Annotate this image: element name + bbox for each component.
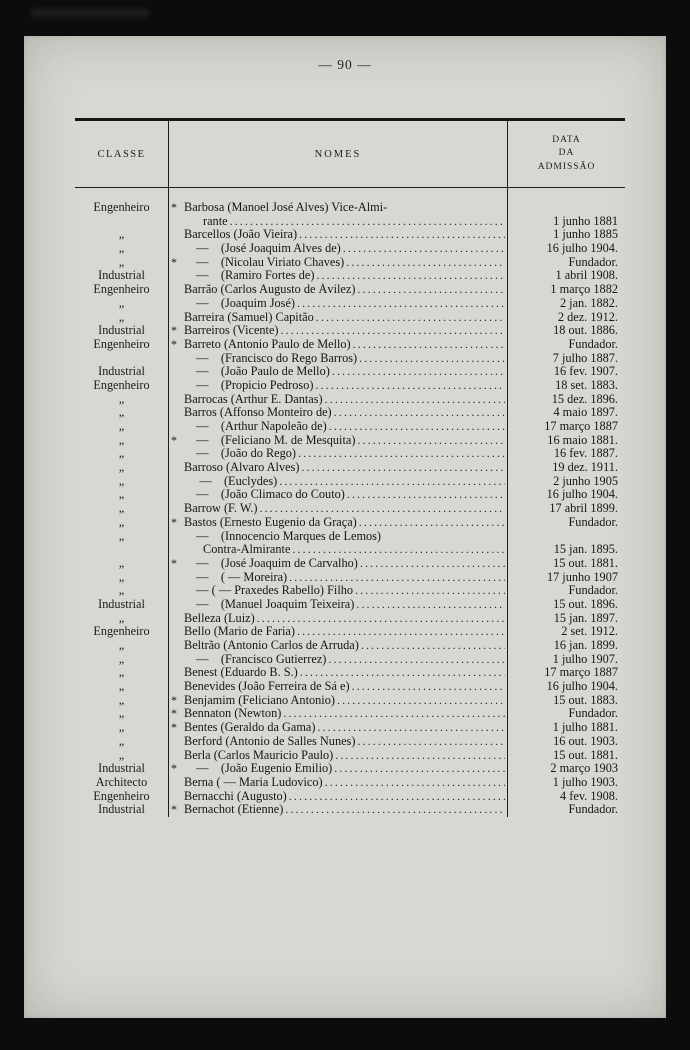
classe-cell: „ xyxy=(118,570,125,584)
name-text: — (Propicio Pedroso) xyxy=(184,378,314,392)
name-cell xyxy=(168,297,508,311)
name-cell xyxy=(168,242,508,256)
admission-date-cell: Fundador. xyxy=(568,583,618,598)
name-text: — (Manuel Joaquim Teixeira) xyxy=(184,597,355,611)
table-row xyxy=(75,639,625,653)
table-row xyxy=(75,406,625,420)
classe-header-label: CLASSE xyxy=(97,148,146,160)
founder-star-mark: * xyxy=(171,721,177,735)
dot-leader xyxy=(357,283,505,297)
table-row xyxy=(75,365,625,379)
classe-cell xyxy=(75,352,168,366)
table-row xyxy=(75,434,625,448)
table-row xyxy=(75,612,625,626)
admission-date-cell: 2 março 1903 xyxy=(550,761,618,776)
dot-leader xyxy=(300,666,505,680)
classe-cell: „ xyxy=(118,392,125,406)
dot-leader xyxy=(337,694,505,708)
name-text: Bentes (Geraldo da Gama) xyxy=(184,721,316,735)
table-row xyxy=(75,420,625,434)
classe-cell: „ xyxy=(118,488,125,502)
name-cell xyxy=(168,625,508,639)
dot-leader xyxy=(285,803,505,817)
admission-date-cell: 17 março 1887 xyxy=(544,419,618,433)
admission-date-cell: 16 jan. 1899. xyxy=(553,638,618,652)
admission-date-cell: 17 junho 1907 xyxy=(546,569,618,584)
admission-date-cell: Fundador. xyxy=(568,802,618,817)
name-cell xyxy=(168,680,508,694)
name-text: — (Feliciano M. de Mesquita) xyxy=(184,433,356,447)
dot-leader xyxy=(353,338,505,352)
founder-star-mark: * xyxy=(171,693,177,707)
admission-date-cell: 15 jan. 1897. xyxy=(553,610,618,625)
table-row xyxy=(75,625,625,639)
dot-leader xyxy=(360,557,505,571)
classe-cell: Industrial xyxy=(98,324,145,338)
name-text: Barrão (Carlos Augusto de Ávilez) xyxy=(184,283,356,297)
admission-date-cell: 16 julho 1904. xyxy=(546,487,618,502)
name-cell xyxy=(168,790,508,804)
name-text: Barrow (F. W.) xyxy=(184,502,258,516)
name-cell xyxy=(168,283,508,297)
classe-cell: Industrial xyxy=(98,597,145,611)
name-cell xyxy=(168,803,508,817)
dot-leader xyxy=(361,639,505,653)
classe-cell: „ xyxy=(118,666,125,680)
admission-date-cell: 15 out. 1881. xyxy=(553,555,618,570)
dot-leader xyxy=(230,215,505,229)
table-row xyxy=(75,447,625,461)
classe-cell: „ xyxy=(118,529,125,543)
admission-date-cell: 2 junho 1905 xyxy=(553,473,618,488)
classe-cell: „ xyxy=(118,502,125,516)
classe-cell: „ xyxy=(118,474,125,488)
name-text: rante xyxy=(203,214,228,228)
name-cell xyxy=(168,721,508,735)
table-row xyxy=(75,324,625,338)
dot-leader xyxy=(325,393,505,407)
classe-cell xyxy=(75,543,168,557)
table-row xyxy=(75,571,625,585)
admission-date-cell: 16 fev. 1887. xyxy=(553,446,618,461)
admission-date-cell: 17 abril 1899. xyxy=(549,501,618,516)
admission-date-cell: 2 set. 1912. xyxy=(561,624,618,639)
name-cell xyxy=(168,393,508,407)
admission-date-cell: Fundador. xyxy=(568,706,618,721)
admission-date-cell: Fundador. xyxy=(568,336,618,351)
classe-cell: Engenheiro xyxy=(93,625,150,639)
name-text: Barreira (Samuel) Capitão xyxy=(184,310,314,324)
name-cell xyxy=(168,612,508,626)
classe-cell: „ xyxy=(118,707,125,721)
dot-leader xyxy=(347,488,505,502)
name-cell xyxy=(168,557,508,571)
admission-date-cell: 17 março 1887 xyxy=(544,665,618,680)
classe-cell: „ xyxy=(118,680,125,694)
founder-star-mark: * xyxy=(171,707,177,721)
name-cell xyxy=(168,598,508,612)
name-cell xyxy=(168,571,508,585)
table-row xyxy=(75,338,625,352)
table-row xyxy=(75,762,625,776)
name-cell xyxy=(168,762,508,776)
name-text: Barreiros (Vicente) xyxy=(184,324,279,338)
dot-leader xyxy=(316,311,505,325)
name-text: — (Euclydes) xyxy=(184,474,278,488)
classe-cell: „ xyxy=(118,721,125,735)
table-row xyxy=(75,461,625,475)
classe-cell: „ xyxy=(118,734,125,748)
table-header-row xyxy=(75,121,625,188)
admission-date-cell: Fundador. xyxy=(568,514,618,529)
admission-date-cell xyxy=(508,530,625,544)
classe-cell: „ xyxy=(118,242,125,256)
name-text: Berla (Carlos Mauricio Paulo) xyxy=(184,748,334,762)
name-cell xyxy=(168,365,508,379)
dot-leader xyxy=(297,625,505,639)
table-row xyxy=(75,694,625,708)
dot-leader xyxy=(359,352,505,366)
dot-leader xyxy=(334,406,505,420)
name-text: Barros (Affonso Monteiro de) xyxy=(184,406,332,420)
classe-cell: Engenheiro xyxy=(93,378,150,392)
dot-leader xyxy=(356,598,505,612)
table-row xyxy=(75,653,625,667)
classe-cell: „ xyxy=(118,310,125,324)
name-text: Barreto (Antonio Paulo de Mello) xyxy=(184,337,351,351)
table-row xyxy=(75,516,625,530)
dot-leader xyxy=(292,543,505,557)
name-text: Barrocas (Arthur E. Dantas) xyxy=(184,392,323,406)
table-row xyxy=(75,283,625,297)
classe-cell: Industrial xyxy=(98,803,145,817)
name-cell xyxy=(168,228,508,242)
classe-cell: „ xyxy=(118,296,125,310)
admission-date-cell: 15 jan. 1895. xyxy=(553,542,618,557)
name-cell xyxy=(168,201,508,215)
classe-cell: Industrial xyxy=(98,762,145,776)
classe-cell: „ xyxy=(118,228,125,242)
classe-cell: „ xyxy=(118,611,125,625)
table-row xyxy=(75,256,625,270)
name-cell xyxy=(168,749,508,763)
table-row xyxy=(75,201,625,215)
dot-leader xyxy=(317,721,505,735)
name-cell xyxy=(168,420,508,434)
admission-date-cell: 15 out. 1881. xyxy=(553,747,618,762)
admission-date-cell: 16 julho 1904. xyxy=(546,241,618,256)
name-text: — (Ramiro Fortes de) xyxy=(184,269,315,283)
document-page xyxy=(24,36,666,1018)
admission-date-cell: 15 out. 1896. xyxy=(553,596,618,611)
name-text: — ( — Praxedes Rabello) Filho xyxy=(184,584,354,598)
admission-date-cell: 16 julho 1904. xyxy=(546,679,618,694)
admission-date-cell: 1 julho 1907. xyxy=(552,651,618,666)
admission-date-cell: 1 julho 1903. xyxy=(552,774,618,789)
dot-leader xyxy=(325,776,505,790)
dot-leader xyxy=(332,365,505,379)
name-cell xyxy=(168,707,508,721)
name-cell xyxy=(168,324,508,338)
name-text: Benevides (João Ferreira de Sá e) xyxy=(184,680,350,694)
admission-date-cell: 2 dez. 1912. xyxy=(557,309,618,324)
dot-leader xyxy=(298,447,505,461)
name-text: — ( — Moreira) xyxy=(184,570,288,584)
name-text: — (Joaquim José) xyxy=(184,296,296,310)
name-cell xyxy=(168,461,508,475)
admission-date-cell: 1 abril 1908. xyxy=(555,268,618,283)
classe-cell: „ xyxy=(118,515,125,529)
name-cell xyxy=(168,311,508,325)
table-row xyxy=(75,680,625,694)
founder-star-mark: * xyxy=(171,515,177,529)
admission-date-cell: 18 out. 1886. xyxy=(553,323,618,338)
admission-date-cell xyxy=(508,201,625,215)
classe-cell: „ xyxy=(118,255,125,269)
name-cell xyxy=(168,215,508,229)
name-text: Bastos (Ernesto Eugenio da Graça) xyxy=(184,515,357,529)
nomes-column-header xyxy=(168,121,508,187)
dot-leader xyxy=(301,461,505,475)
classe-cell: Engenheiro xyxy=(93,789,150,803)
classe-cell: „ xyxy=(118,652,125,666)
admission-date-cell: 4 fev. 1908. xyxy=(560,788,618,803)
data-header-line1: DATA xyxy=(552,134,581,145)
classe-cell: Industrial xyxy=(98,365,145,379)
classe-cell: „ xyxy=(118,748,125,762)
table-row xyxy=(75,530,625,544)
admission-date-cell: 15 dez. 1896. xyxy=(551,391,618,406)
dot-leader xyxy=(299,228,505,242)
classe-cell xyxy=(75,215,168,229)
name-text: — (Arthur Napoleão de) xyxy=(184,420,327,433)
name-text: — (João do Rego) xyxy=(184,447,297,461)
name-text: Barcellos (João Vieira) xyxy=(184,228,298,242)
founder-star-mark: * xyxy=(171,324,177,338)
admission-date-cell: 15 out. 1883. xyxy=(553,692,618,707)
data-column-header xyxy=(508,121,625,187)
table-row xyxy=(75,475,625,489)
founder-star-mark: * xyxy=(171,803,177,817)
dot-leader xyxy=(359,516,505,530)
dot-leader xyxy=(289,790,505,804)
name-cell xyxy=(168,694,508,708)
dot-leader xyxy=(355,584,505,598)
table-row xyxy=(75,803,625,817)
name-cell xyxy=(168,434,508,448)
founder-star-mark: * xyxy=(171,433,177,447)
name-cell xyxy=(168,475,508,489)
admission-date-cell: 7 julho 1887. xyxy=(552,350,618,365)
classe-cell: „ xyxy=(118,461,125,475)
dot-leader xyxy=(281,324,505,338)
name-text: — (José Joaquim de Carvalho) xyxy=(184,556,358,570)
registry-table xyxy=(75,118,625,817)
classe-cell: „ xyxy=(118,693,125,707)
admission-date-cell: 1 junho 1881 xyxy=(553,213,618,228)
name-cell xyxy=(168,543,508,557)
admission-date-cell: 1 junho 1885 xyxy=(553,227,618,242)
dot-leader xyxy=(352,680,505,694)
classe-column-header xyxy=(75,121,168,187)
name-cell xyxy=(168,488,508,502)
column-divider-left xyxy=(168,121,169,817)
table-row xyxy=(75,666,625,680)
table-row xyxy=(75,297,625,311)
founder-star-mark: * xyxy=(171,337,177,351)
admission-date-cell: 4 maio 1897. xyxy=(553,405,618,420)
name-text: — (José Joaquim Alves de) xyxy=(184,242,341,256)
table-row xyxy=(75,557,625,571)
name-cell xyxy=(168,666,508,680)
name-cell xyxy=(168,502,508,516)
classe-cell: „ xyxy=(118,406,125,420)
name-cell xyxy=(168,530,508,544)
name-cell xyxy=(168,735,508,749)
name-text: Bello (Mario de Faria) xyxy=(184,625,295,639)
classe-cell: Engenheiro xyxy=(93,201,150,214)
table-row xyxy=(75,228,625,242)
table-row xyxy=(75,488,625,502)
page-number: — 90 — xyxy=(318,57,372,72)
name-cell xyxy=(168,269,508,283)
classe-cell: Engenheiro xyxy=(93,337,150,351)
admission-date-cell: 18 set. 1883. xyxy=(555,377,618,392)
table-body xyxy=(75,188,625,817)
name-text: — (João Climaco do Couto) xyxy=(184,488,345,502)
admission-date-cell: 2 jan. 1882. xyxy=(559,295,618,310)
classe-cell: „ xyxy=(118,433,125,447)
admission-date-cell: 1 julho 1881. xyxy=(552,720,618,735)
classe-cell: „ xyxy=(118,447,125,461)
name-cell xyxy=(168,447,508,461)
founder-star-mark: * xyxy=(171,762,177,776)
admission-date-cell: 16 out. 1903. xyxy=(553,733,618,748)
table-row xyxy=(75,721,625,735)
table-row xyxy=(75,379,625,393)
table-row xyxy=(75,311,625,325)
name-text: Benjamim (Feliciano Antonio) xyxy=(184,693,335,707)
classe-cell: „ xyxy=(118,556,125,570)
table-row xyxy=(75,776,625,790)
table-row xyxy=(75,543,625,557)
name-text: — (João Paulo de Mello) xyxy=(184,365,330,379)
column-divider-right xyxy=(507,121,508,817)
name-text: Bernachot (Etienne) xyxy=(184,803,284,817)
name-text: Barroso (Alvaro Alves) xyxy=(184,461,300,475)
name-cell xyxy=(168,379,508,393)
dot-leader xyxy=(289,571,505,585)
dot-leader xyxy=(328,653,505,667)
name-text: Berford (Antonio de Salles Nunes) xyxy=(184,734,356,748)
name-text: Beltrão (Antonio Carlos de Arruda) xyxy=(184,639,359,652)
table-row xyxy=(75,584,625,598)
name-cell xyxy=(168,406,508,420)
dot-leader xyxy=(343,242,505,256)
dot-leader xyxy=(357,434,505,448)
name-cell xyxy=(168,639,508,653)
name-text: — (Innocencio Marques de Lemos) xyxy=(184,529,382,543)
founder-star-mark: * xyxy=(171,201,177,214)
name-text: Berna ( — Maria Ludovico) xyxy=(184,775,323,789)
classe-cell: „ xyxy=(118,420,125,433)
founder-star-mark: * xyxy=(171,255,177,269)
table-row xyxy=(75,215,625,229)
admission-date-cell: 1 março 1882 xyxy=(550,282,618,297)
data-header-line2: DA xyxy=(558,148,575,159)
name-text: — (Francisco Gutierrez) xyxy=(184,652,327,666)
classe-cell: „ xyxy=(118,584,125,598)
table-row xyxy=(75,598,625,612)
table-row xyxy=(75,749,625,763)
classe-cell: Architecto xyxy=(95,775,148,789)
name-cell xyxy=(168,653,508,667)
founder-star-mark: * xyxy=(171,556,177,570)
data-header-line3: ADMISSÃO xyxy=(537,161,596,172)
name-cell xyxy=(168,584,508,598)
table-row xyxy=(75,393,625,407)
name-text: Contra-Almirante xyxy=(203,543,291,557)
name-cell xyxy=(168,776,508,790)
name-text: — (João Eugenio Emilio) xyxy=(184,762,333,776)
table-row xyxy=(75,735,625,749)
scan-artifact xyxy=(30,8,150,18)
dot-leader xyxy=(329,420,505,434)
dot-leader xyxy=(259,502,505,516)
classe-cell: Engenheiro xyxy=(93,283,150,297)
dot-leader xyxy=(283,707,505,721)
name-text: Belleza (Luiz) xyxy=(184,611,255,625)
dot-leader xyxy=(335,749,505,763)
admission-date-cell: 16 maio 1881. xyxy=(547,432,618,447)
dot-leader xyxy=(346,256,505,270)
name-text: Bernacchi (Augusto) xyxy=(184,789,287,803)
table-row xyxy=(75,707,625,721)
admission-date-cell: Fundador. xyxy=(568,254,618,269)
dot-leader xyxy=(357,735,505,749)
dot-leader xyxy=(334,762,505,776)
name-text: — (Francisco do Rego Barros) xyxy=(184,351,358,365)
name-cell xyxy=(168,516,508,530)
name-cell xyxy=(168,338,508,352)
name-cell xyxy=(168,256,508,270)
name-text: — (Nicolau Viriato Chaves) xyxy=(184,255,345,269)
admission-date-cell: 16 fev. 1907. xyxy=(553,364,618,379)
name-text: Benest (Eduardo B. S.) xyxy=(184,666,298,680)
name-cell xyxy=(168,352,508,366)
dot-leader xyxy=(297,297,505,311)
dot-leader xyxy=(257,612,505,626)
table-row xyxy=(75,269,625,283)
dot-leader xyxy=(315,379,505,393)
classe-cell: „ xyxy=(118,639,125,652)
table-row xyxy=(75,502,625,516)
classe-cell: Industrial xyxy=(98,269,145,283)
admission-date-cell: 19 dez. 1911. xyxy=(552,460,618,475)
dot-leader xyxy=(279,475,505,489)
name-text: Bennaton (Newton) xyxy=(184,707,282,721)
nomes-header-label: NOMES xyxy=(314,148,362,160)
table-row xyxy=(75,790,625,804)
table-row xyxy=(75,352,625,366)
dot-leader xyxy=(316,269,505,283)
name-text: Barbosa (Manoel José Alves) Vice-Almi- xyxy=(184,201,388,214)
table-row xyxy=(75,242,625,256)
